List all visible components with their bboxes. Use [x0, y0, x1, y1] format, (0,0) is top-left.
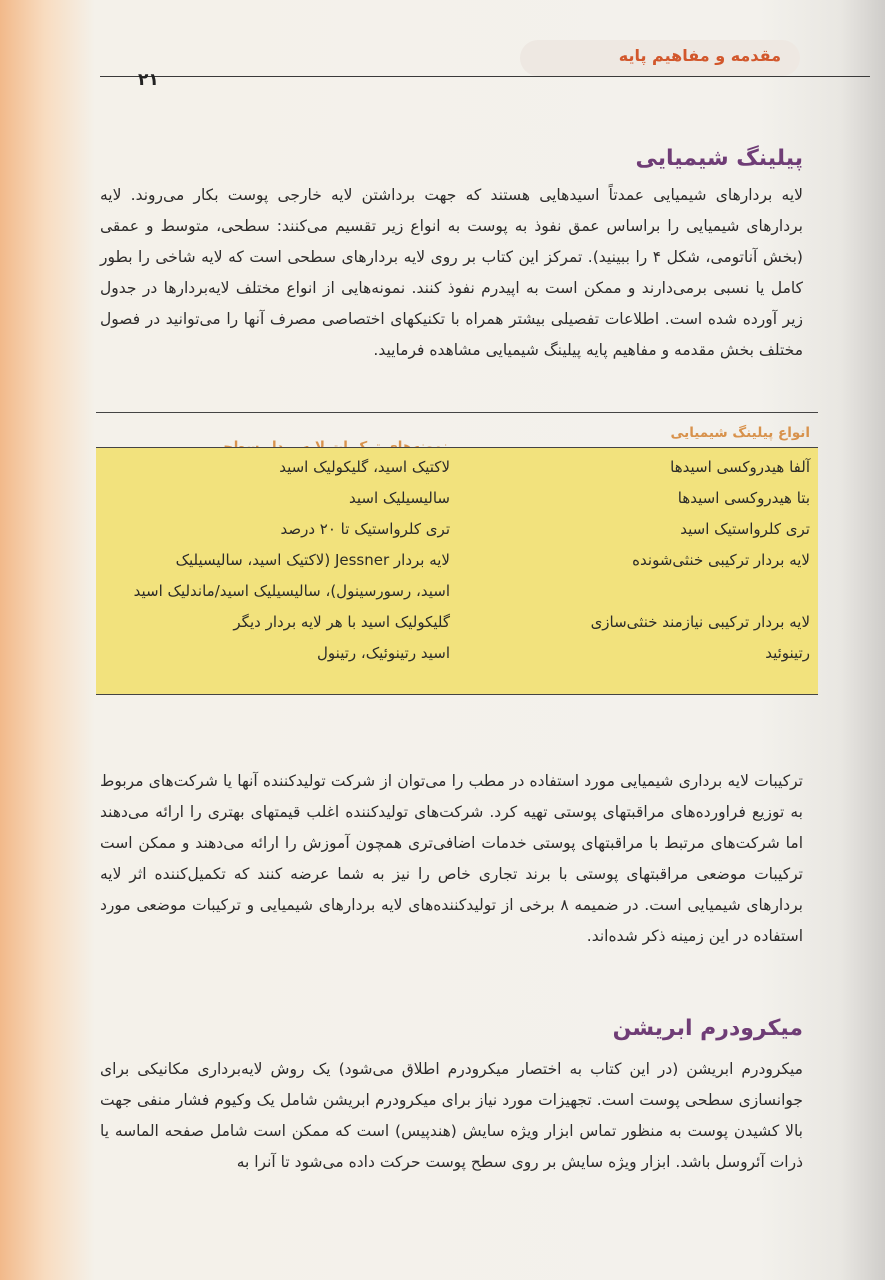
header-divider — [100, 76, 870, 77]
peeling-table — [96, 412, 818, 695]
section-heading-microdermabrasion: میکرودرم ابریشن — [612, 1016, 803, 1041]
intro-paragraph: لایه بردارهای شیمیایی عمدتاً اسیدهایی هستند که جهت برداشتن لایه خارجی پوست بکار می‌روند. لایه بردارهای شیمیایی را براساس عمق نفوذ به پوست به انواع زیر تقسیم می‌کنند: سطحی، متوسط و عمقی (بخش آناتومی، شکل ۴ را ببینید). تمرکز این کتاب بر روی لایه بردارهای سطحی است که لایه شاخی را بطور کامل یا نسبی برمی‌دارند و ممکن است به اپیدرم نفوذ کنند. نمونه‌هایی از انواع مختلف لایه‌بردارها در جدول زیر آورده شده است. اطلاعات تفصیلی بیشتر همراه با تکنیکهای اختصاصی مصرف آنها را می‌توانید در فصول مختلف بخش مقدمه و مفاهیم پایه پیلینگ شیمیایی مشاهده فرمایید. — [100, 186, 803, 359]
sample-cell: اسید، رسورسینول)، سالیسیلیک اسید/ماندلیک اسید — [133, 582, 450, 600]
type-cell: لایه بردار ترکیبی نیازمند خنثی‌سازی — [590, 613, 810, 631]
types-column — [480, 452, 810, 669]
sample-cell: اسید رتینوئیک، رتینول — [317, 644, 450, 662]
table-header-row — [96, 413, 818, 447]
table-body — [96, 447, 818, 695]
microderm-paragraph: میکرودرم ابریشن (در این کتاب به اختصار میکرودرم اطلاق می‌شود) یک روش لایه‌برداری مکانیکی برای جوانسازی سطحی پوست است. تجهیزات مورد نیاز برای میکرودرم ابریشن شامل یک وکیوم فشار منفی جهت بالا کشیدن پوست به منظور تماس ابزار ویژه سایش (هندپیس) است که ممکن است شامل صفحه الماسه یا ذرات آئروسل باشد. ابزار ویژه سایش بر روی سطح پوست حرکت داده می‌شود تا آنرا به — [100, 1060, 803, 1171]
sample-cell: تری کلرواستیک تا ۲۰ درصد — [280, 520, 450, 538]
type-cell: لایه بردار ترکیبی خنثی‌شونده — [632, 551, 810, 569]
header-types: انواع پیلینگ شیمیایی — [670, 425, 810, 441]
sample-cell: لایه بردار Jessner (لاکتیک اسید، سالیسیلیک — [175, 551, 450, 569]
sample-cell: لاکتیک اسید، گلیکولیک اسید — [279, 458, 450, 476]
sample-cell: سالیسیلیک اسید — [349, 489, 450, 507]
chapter-title: مقدمه و مفاهیم پایه — [618, 46, 781, 65]
suppliers-paragraph: ترکیبات لایه برداری شیمیایی مورد استفاده در مطب را می‌توان از شرکت تولیدکننده آنها یا شرکت‌های مربوط به توزیع فراورده‌های مراقبتهای پوستی تهیه کرد. شرکت‌های تولیدکننده اغلب قیمتهای بهتری را ارائه می‌دهند اما شرکت‌های مرتبط با مراقبتهای پوستی خدمات اضافی‌تری همچون آموزش را ارائه می‌دهند و ممکن است ترکیبات موضعی مراقبتهای پوستی با برند تجاری خاص را نیز به شما عرضه کنند که تکمیل‌کننده اثر لایه بردارهای شیمیایی است. در ضمیمه ۸ برخی از تولیدکننده‌های لایه بردارهای شیمیایی و ترکیبات موضعی مورد استفاده در این زمینه ذکر شده‌اند. — [100, 772, 803, 945]
section-heading-chemical-peeling: پیلینگ شیمیایی — [635, 146, 803, 171]
type-cell: رتینوئید — [765, 644, 810, 662]
page-number: ۲۱ — [138, 70, 159, 90]
type-cell: تری کلرواستیک اسید — [680, 520, 810, 538]
type-cell: آلفا هیدروکسی اسیدها — [670, 458, 810, 476]
type-cell: بتا هیدروکسی اسیدها — [677, 489, 810, 507]
samples-column — [105, 452, 450, 669]
sample-cell: گلیکولیک اسید با هر لایه بردار دیگر — [233, 613, 450, 631]
